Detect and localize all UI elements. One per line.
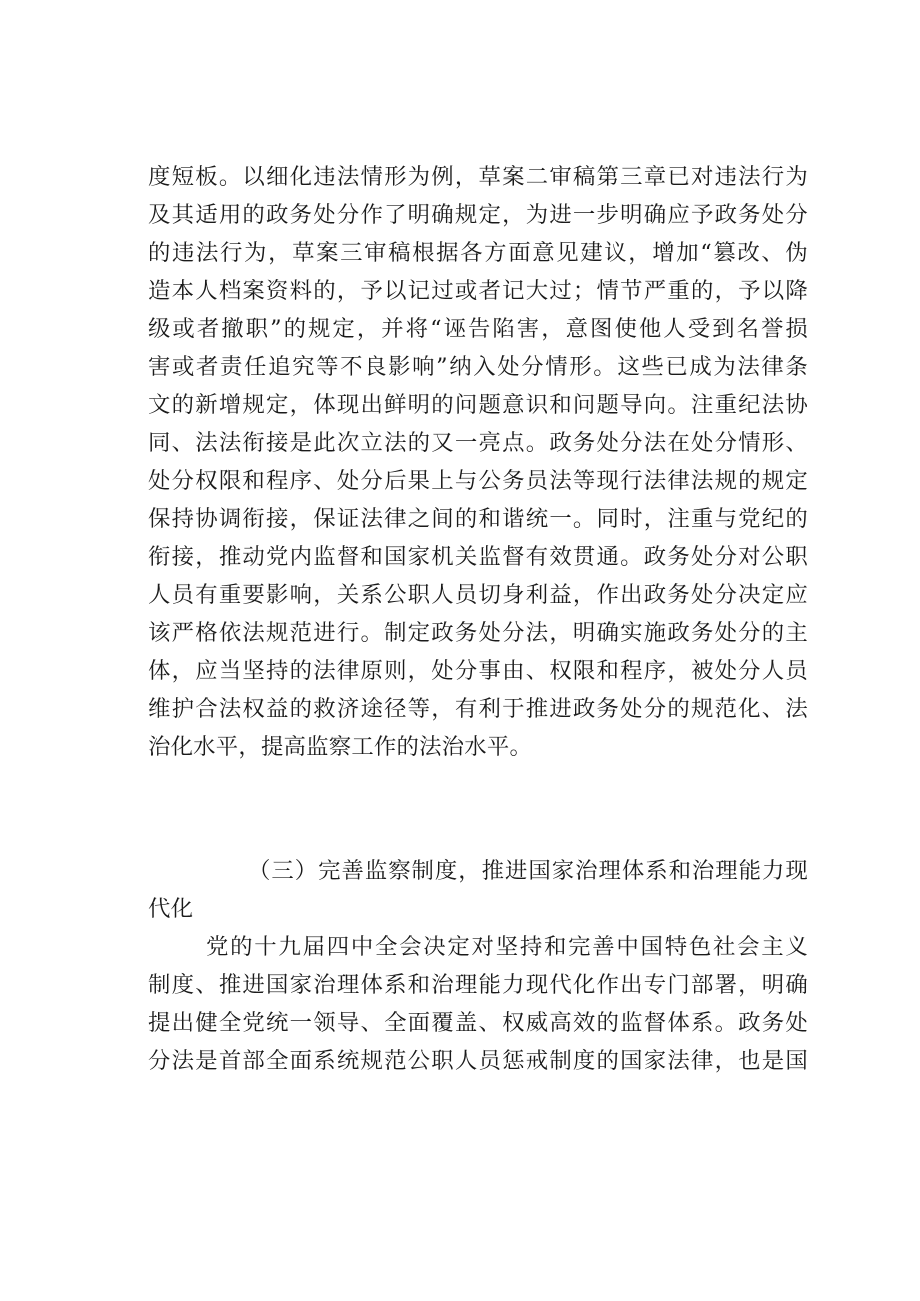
text-line: 同、法法衔接是此次立法的又一亮点。政务处分法在处分情形、 (148, 430, 808, 456)
text-line: 衔接，推动党内监督和国家机关监督有效贯通。政务处分对公职 (148, 544, 808, 570)
body-paragraph (148, 158, 808, 766)
text-line: 分法是首部全面系统规范公职人员惩戒制度的国家法律，也是国 (148, 1048, 808, 1074)
text-line: 维护合法权益的救济途径等，有利于推进政务处分的规范化、法 (148, 696, 808, 722)
text-line: 提出健全党统一领导、全面覆盖、权威高效的监督体系。政务处 (148, 1010, 808, 1036)
body-paragraph (148, 928, 808, 1080)
text-line: 制度、推进国家治理体系和治理能力现代化作出专门部署，明确 (148, 972, 808, 998)
text-line: 人员有重要影响，关系公职人员切身利益，作出政务处分决定应 (148, 582, 808, 608)
text-line: 害或者责任追究等不良影响”纳入处分情形。这些已成为法律条 (148, 354, 808, 380)
text-line: 文的新增规定，体现出鲜明的问题意识和问题导向。注重纪法协 (148, 392, 808, 418)
text-line: 治化水平，提高监察工作的法治水平。 (148, 734, 533, 760)
heading-line: 代化 (148, 896, 194, 922)
heading-line: （三）完善监察制度，推进国家治理体系和治理能力现 (248, 858, 808, 884)
text-line: 度短板。以细化违法情形为例，草案二审稿第三章已对违法行为 (148, 164, 808, 190)
text-line: 级或者撤职”的规定，并将“诬告陷害，意图使他人受到名誉损 (148, 316, 808, 342)
text-line: 的违法行为，草案三审稿根据各方面意见建议，增加“篡改、伪 (148, 240, 808, 266)
text-line: 该严格依法规范进行。制定政务处分法，明确实施政务处分的主 (148, 620, 808, 646)
text-line: 体，应当坚持的法律原则，处分事由、权限和程序，被处分人员 (148, 658, 808, 684)
text-line: 造本人档案资料的，予以记过或者记大过；情节严重的，予以降 (148, 278, 808, 304)
text-line: 及其适用的政务处分作了明确规定，为进一步明确应予政务处分 (148, 202, 808, 228)
text-line: 处分权限和程序、处分后果上与公务员法等现行法律法规的规定 (148, 468, 808, 494)
text-line: 党的十九届四中全会决定对坚持和完善中国特色社会主义 (206, 934, 808, 960)
section-heading (148, 852, 808, 928)
text-line: 保持协调衔接，保证法律之间的和谐统一。同时，注重与党纪的 (148, 506, 808, 532)
